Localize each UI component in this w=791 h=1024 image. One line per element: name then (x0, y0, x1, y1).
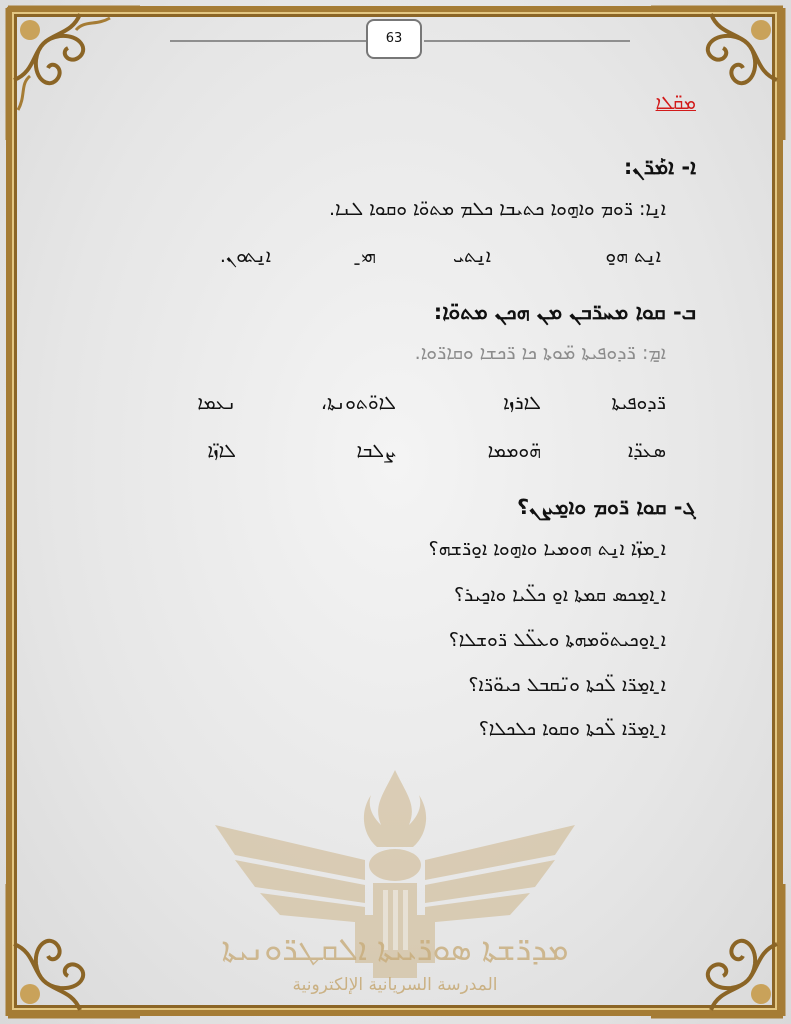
section1-sentence: ܐ̱ܢܐ: ܪ̈ܘܡ ܘܐ̱ܗܘܐ ܟܬܝܒܐ ܟܠܡ ܡܬܘ̈ܐ ܘܩܘܐ ܠܢܐ. (328, 198, 666, 220)
question-item: ܐ̱ ܐ̱ܡܪ̈ܐ ܠ̈ܟܬܐ ܘܩܘܐ ܟܠܟܠܐ؟ (478, 718, 666, 740)
watermark-arabic-text: المدرسة السريانية الإلكترونية (292, 975, 498, 995)
section2-title: ܒ- ܩܘܐ ܡܚܪ̈ܒܢ ܡܢ ܗܟܢ ܡܬܘ̈ܐ: (433, 300, 696, 324)
word: ܗ̱ܝ (361, 245, 376, 267)
section2-word-row (0, 392, 791, 422)
word: ܣܥܕ̈ܐ (627, 440, 666, 462)
section3-title: ܓ- ܩܘܐ ܪ̈ܘܡ ܘܐ̱ܡܨܢ؟ (516, 495, 696, 519)
word: ܠܐܘ̈ܬܘܢܬܐ، (320, 392, 396, 414)
section1-title: ܐ- ܐܡܰܪ̈ܢ: (623, 155, 696, 179)
word: ܐ̱ܢܬܘܢ. (219, 245, 271, 267)
corner-ornament-icon (0, 0, 150, 150)
section1-words (0, 245, 791, 275)
word: ܢܥܡܐ (197, 392, 236, 414)
page-heading: ܡܩ̈ܠܐ (655, 92, 696, 114)
header-rule (424, 40, 630, 42)
word: ܠܐܪܙܐ (503, 392, 541, 414)
word: ܐ̱ܢܬܝ (452, 245, 491, 267)
word: ܪ̈ܕܘܦܝܬܐ (611, 392, 666, 414)
corner-ornament-icon (641, 0, 791, 150)
question-item: ܐ̱ ܡܙ̈ܐ ܐ̱ܢܬ ܗܘܡܝܐ ܘܐ̱ܗܘܐ ܐ̱ܘܪ̈ܫܗ؟ (428, 538, 666, 560)
word: ܨܠܒܐ (356, 440, 396, 462)
header-rule (170, 40, 366, 42)
watermark-syriac-text: ܡܕܪ̈ܫܬܐ ܣܘܪ̈ܝܝܬܐ ܐܠܩܛܪ̈ܘܢܝܬܐ (221, 930, 569, 968)
page-number: 63 (366, 19, 422, 59)
question-item: ܐ̱ ܐ̱ܡܟܣ ܩܡܬܐ ܐ̱ܘ ܟܠ̈ܝܐ ܘܐ̱ܟܝܪ؟ (453, 584, 666, 606)
corner-ornament-icon (641, 874, 791, 1024)
question-item: ܐ̱ ܐ̱ܡܪ̈ܐ ܠ̈ܟܬܐ ܘܢ̈ܩܒܠ ܟܝܘ̈ܪ̈ܐ؟ (468, 674, 666, 696)
question-item: ܐ̱ ܐ̱ܘܟܝܬܘ̈ܡܗܬܐ ܘܥܠ̈ܠ ܪ̈ܘܫܠܐ؟ (448, 629, 666, 651)
section2-example: ܐ̱ܡ: ܪ̈ܕܘܦܝܬܐ ܡ̈ܘܬܐ ܟܐ ܪ̈ܟܫܐ ܘܩܐܪ̈ܘܐ. (414, 342, 666, 364)
word: ܗ̈ܘܡܡܐ (487, 440, 541, 462)
section2-word-row (0, 440, 791, 470)
corner-ornament-icon (0, 874, 150, 1024)
word: ܠܐܙ̈ܐ (207, 440, 236, 462)
word: ܐ̱ܢܬ ܗ̱ܘ (605, 245, 661, 267)
